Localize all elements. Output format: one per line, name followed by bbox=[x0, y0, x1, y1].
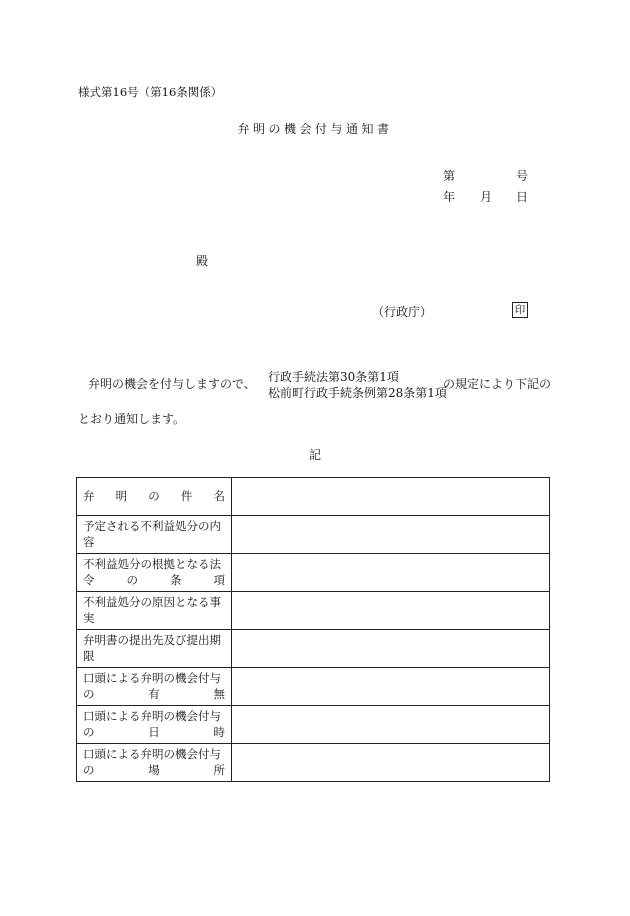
item-value-cell[interactable] bbox=[232, 630, 550, 668]
table-row bbox=[77, 554, 550, 592]
document-title: 弁明の機会付与通知書 bbox=[237, 122, 393, 136]
justified-label-line bbox=[83, 725, 225, 741]
label-line: 不利益処分の根拠となる法 bbox=[83, 557, 221, 571]
label-char: の bbox=[148, 488, 160, 503]
label-char: の bbox=[83, 686, 95, 701]
table-row bbox=[77, 630, 550, 668]
label-char: 日 bbox=[148, 724, 160, 739]
justified-label-line bbox=[83, 573, 225, 589]
table-row bbox=[77, 744, 550, 782]
item-value-cell[interactable] bbox=[232, 516, 550, 554]
body-prefix: 弁明の機会を付与しますので、 bbox=[88, 377, 256, 391]
doc-number-dai: 第 bbox=[443, 169, 456, 183]
label-char: 時 bbox=[213, 724, 225, 739]
label-char: 令 bbox=[83, 572, 95, 587]
addressee-suffix: 殿 bbox=[196, 254, 209, 268]
item-label bbox=[77, 478, 232, 516]
law-reference-1: 行政手続法第30条第1項 bbox=[268, 370, 399, 384]
label-char: 有 bbox=[148, 686, 160, 701]
label-char: 無 bbox=[213, 686, 225, 701]
label-line: 容 bbox=[83, 534, 95, 549]
label-char: 弁 bbox=[83, 488, 95, 503]
table-row bbox=[77, 668, 550, 706]
table-row bbox=[77, 706, 550, 744]
label-char: 明 bbox=[115, 488, 128, 503]
label-char: 項 bbox=[213, 572, 225, 587]
item-value-cell[interactable] bbox=[232, 478, 550, 516]
date-year: 年 bbox=[443, 190, 456, 204]
label-line: 弁明書の提出先及び提出期 bbox=[83, 633, 221, 647]
item-value-cell[interactable] bbox=[232, 706, 550, 744]
date-month: 月 bbox=[480, 190, 493, 204]
label-char: 条 bbox=[170, 572, 182, 587]
label-char: 場 bbox=[148, 762, 160, 777]
label-line: 限 bbox=[83, 648, 95, 663]
item-value-cell[interactable] bbox=[232, 744, 550, 782]
label-line: 口頭による弁明の機会付与 bbox=[83, 709, 221, 723]
body-suffix: の規定により下記の bbox=[443, 377, 552, 391]
seal-mark: 印 bbox=[512, 302, 528, 318]
ki-heading: 記 bbox=[308, 448, 321, 462]
item-label bbox=[77, 630, 232, 668]
justified-label-line bbox=[83, 763, 225, 779]
label-line: 不利益処分の原因となる事 bbox=[83, 595, 221, 609]
table-row bbox=[77, 516, 550, 554]
label-line: 予定される不利益処分の内 bbox=[83, 519, 221, 533]
justified-label-line bbox=[83, 687, 225, 703]
law-reference-2: 松前町行政手続条例第28条第1項 bbox=[268, 386, 447, 400]
item-label bbox=[77, 706, 232, 744]
label-char: の bbox=[83, 762, 95, 777]
item-label bbox=[77, 516, 232, 554]
justified-label-line bbox=[83, 489, 225, 505]
item-value-cell[interactable] bbox=[232, 592, 550, 630]
body-line-2: とおり通知します。 bbox=[78, 412, 186, 426]
label-line: 口頭による弁明の機会付与 bbox=[83, 671, 221, 685]
issuing-agency: （行政庁） bbox=[372, 305, 433, 319]
item-label bbox=[77, 554, 232, 592]
label-char: の bbox=[83, 724, 95, 739]
doc-number-go: 号 bbox=[516, 169, 529, 183]
label-char: 件 bbox=[180, 488, 193, 503]
label-line: 口頭による弁明の機会付与 bbox=[83, 747, 221, 761]
item-label bbox=[77, 668, 232, 706]
label-line: 実 bbox=[83, 610, 95, 625]
form-number: 様式第16号（第16条関係） bbox=[78, 85, 223, 99]
label-char: の bbox=[126, 572, 138, 587]
date-day: 日 bbox=[516, 190, 529, 204]
item-value-cell[interactable] bbox=[232, 554, 550, 592]
item-label bbox=[77, 744, 232, 782]
table-row bbox=[77, 592, 550, 630]
label-char: 所 bbox=[213, 762, 225, 777]
item-label bbox=[77, 592, 232, 630]
label-char: 名 bbox=[213, 488, 225, 503]
table-row bbox=[77, 478, 550, 516]
items-table bbox=[76, 477, 550, 782]
item-value-cell[interactable] bbox=[232, 668, 550, 706]
